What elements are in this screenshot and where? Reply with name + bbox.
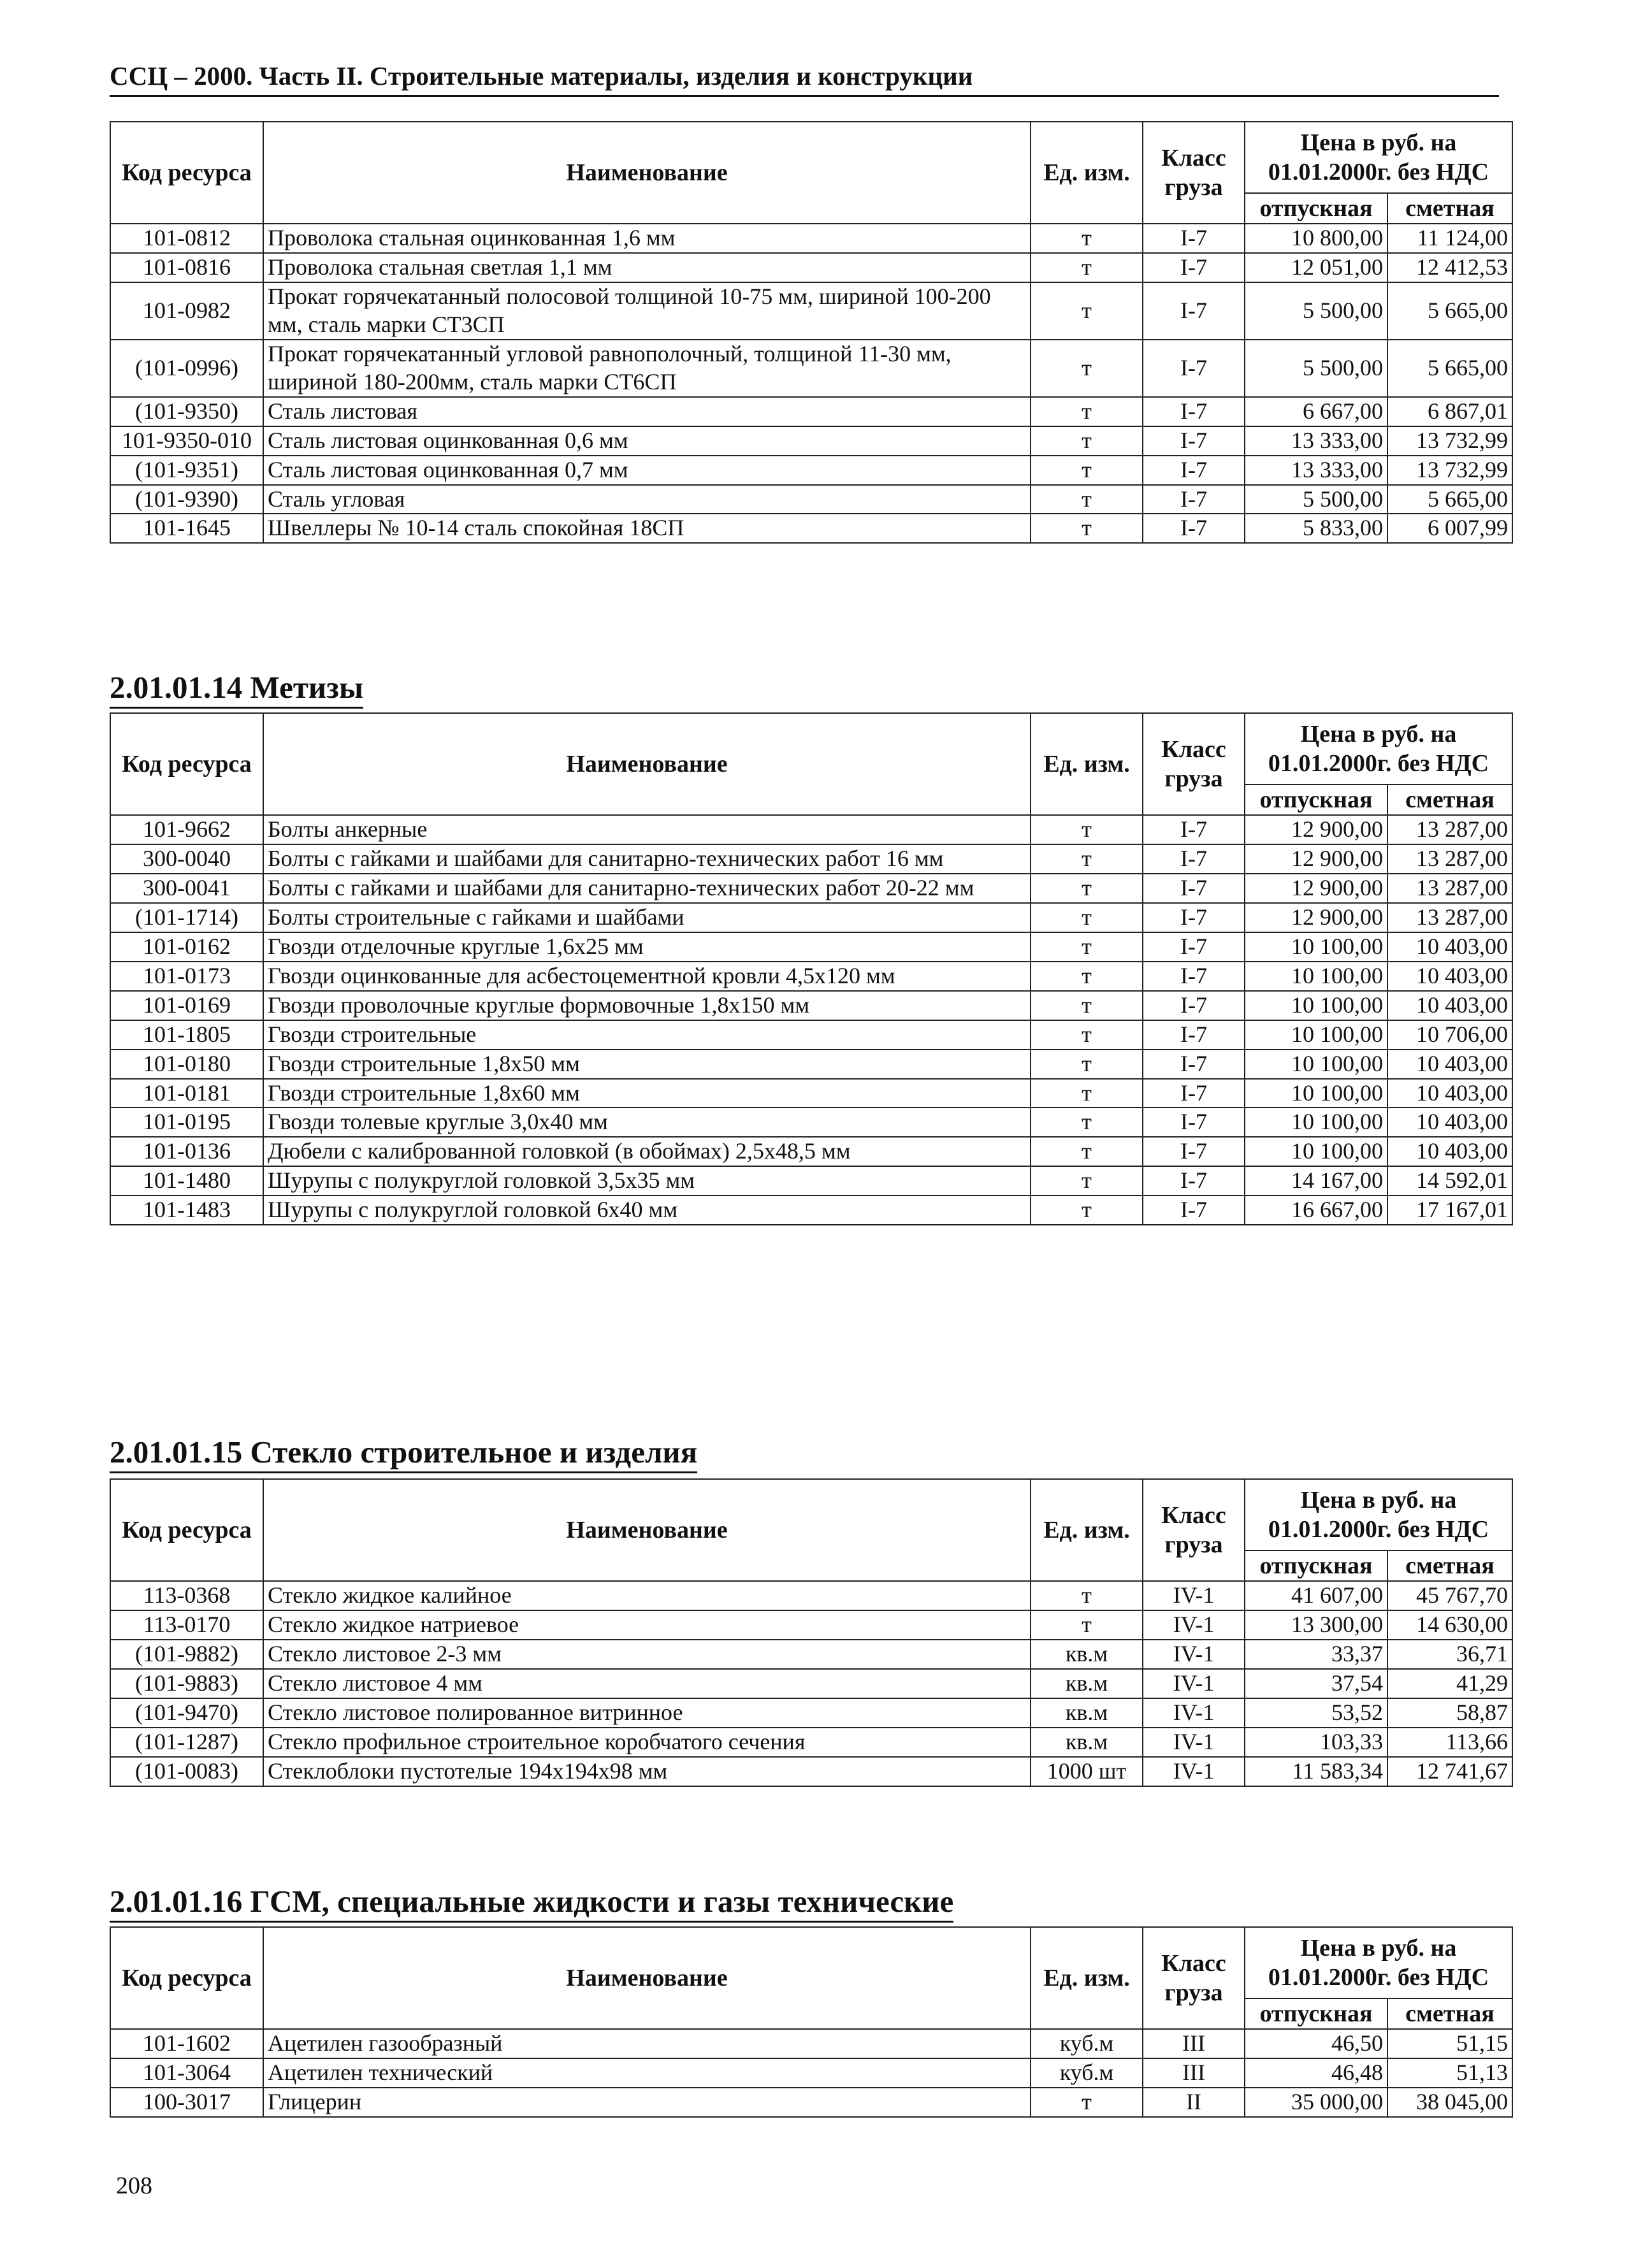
table-body: [110, 2029, 1512, 2117]
release-price: 13 300,00: [1245, 1610, 1387, 1640]
resource-name: Сталь листовая оцинкованная 0,7 мм: [263, 456, 1031, 485]
estimate-price: 5 665,00: [1387, 282, 1512, 340]
cargo-class: I-7: [1143, 1195, 1245, 1225]
estimate-price: 17 167,01: [1387, 1195, 1512, 1225]
resource-code: 101-0181: [110, 1079, 263, 1108]
cargo-class: I-7: [1143, 991, 1245, 1020]
estimate-price: 13 287,00: [1387, 815, 1512, 844]
section-title: 2.01.01.15 Стекло строительное и изделия: [110, 1434, 697, 1473]
resource-code: 101-0180: [110, 1050, 263, 1079]
release-price: 10 100,00: [1245, 1050, 1387, 1079]
col-name-header: Наименование: [263, 713, 1031, 815]
resource-name: Стеклоблоки пустотелые 194х194х98 мм: [263, 1757, 1031, 1786]
resource-name: Болты с гайками и шайбами для санитарно-технических работ 20-22 мм: [263, 874, 1031, 903]
estimate-price: 51,15: [1387, 2029, 1512, 2058]
section-title: 2.01.01.16 ГСМ, специальные жидкости и газы технические: [110, 1883, 953, 1923]
estimate-price: 6 867,01: [1387, 397, 1512, 426]
resource-code: 101-0173: [110, 962, 263, 991]
resource-name: Гвозди толевые круглые 3,0х40 мм: [263, 1108, 1031, 1137]
col-price-header: Цена в руб. на 01.01.2000г. без НДС: [1245, 1479, 1512, 1550]
unit-value: т: [1031, 224, 1143, 253]
release-price: 14 167,00: [1245, 1166, 1387, 1195]
table-row: [110, 485, 1512, 514]
col-unit-header: Ед. изм.: [1031, 1927, 1143, 2029]
resource-name: Гвозди оцинкованные для асбестоцементной кровли 4,5х120 мм: [263, 962, 1031, 991]
release-price: 12 900,00: [1245, 815, 1387, 844]
resource-name: Швеллеры № 10-14 сталь спокойная 18СП: [263, 514, 1031, 543]
table-row: [110, 2058, 1512, 2088]
unit-value: кв.м: [1031, 1698, 1143, 1728]
resource-name: Стекло жидкое натриевое: [263, 1610, 1031, 1640]
table-row: [110, 514, 1512, 543]
release-price: 10 100,00: [1245, 991, 1387, 1020]
estimate-price: 10 403,00: [1387, 962, 1512, 991]
unit-value: т: [1031, 903, 1143, 932]
col-estimate-header: сметная: [1387, 784, 1512, 815]
unit-value: 1000 шт: [1031, 1757, 1143, 1786]
resource-name: Проволока стальная оцинкованная 1,6 мм: [263, 224, 1031, 253]
release-price: 12 900,00: [1245, 874, 1387, 903]
cargo-class: I-7: [1143, 932, 1245, 962]
estimate-price: 14 630,00: [1387, 1610, 1512, 1640]
col-release-header: отпускная: [1245, 1550, 1387, 1581]
estimate-price: 13 287,00: [1387, 903, 1512, 932]
cargo-class: I-7: [1143, 962, 1245, 991]
unit-value: т: [1031, 991, 1143, 1020]
unit-value: т: [1031, 874, 1143, 903]
unit-value: т: [1031, 1108, 1143, 1137]
release-price: 103,33: [1245, 1728, 1387, 1757]
resource-name: Стекло листовое 4 мм: [263, 1669, 1031, 1698]
resource-code: (101-1714): [110, 903, 263, 932]
table-row: [110, 2088, 1512, 2117]
unit-value: т: [1031, 426, 1143, 456]
release-price: 12 900,00: [1245, 903, 1387, 932]
resource-code: (101-9390): [110, 485, 263, 514]
resource-name: Болты строительные с гайками и шайбами: [263, 903, 1031, 932]
unit-value: т: [1031, 815, 1143, 844]
release-price: 10 100,00: [1245, 1020, 1387, 1050]
table-row: [110, 1137, 1512, 1166]
resource-name: Сталь листовая: [263, 397, 1031, 426]
table-row: [110, 340, 1512, 397]
table-row: [110, 1020, 1512, 1050]
resource-name: Прокат горячекатанный угловой равнополочный, толщиной 11-30 мм, шириной 180-200мм, сталь марки СТ6СП: [263, 340, 1031, 397]
resource-name: Гвозди проволочные круглые формовочные 1,8х150 мм: [263, 991, 1031, 1020]
resource-name: Дюбели с калиброванной головкой (в обоймах) 2,5х48,5 мм: [263, 1137, 1031, 1166]
estimate-price: 5 665,00: [1387, 485, 1512, 514]
estimate-price: 12 741,67: [1387, 1757, 1512, 1786]
table-row: [110, 932, 1512, 962]
cargo-class: IV-1: [1143, 1581, 1245, 1610]
release-price: 46,50: [1245, 2029, 1387, 2058]
resource-name: Ацетилен технический: [263, 2058, 1031, 2088]
release-price: 33,37: [1245, 1640, 1387, 1669]
table-row: [110, 456, 1512, 485]
col-estimate-header: сметная: [1387, 193, 1512, 224]
unit-value: куб.м: [1031, 2058, 1143, 2088]
cargo-class: IV-1: [1143, 1728, 1245, 1757]
cargo-class: I-7: [1143, 340, 1245, 397]
resource-code: 101-0169: [110, 991, 263, 1020]
cargo-class: IV-1: [1143, 1640, 1245, 1669]
col-code-header: Код ресурса: [110, 1479, 263, 1581]
unit-value: т: [1031, 1079, 1143, 1108]
resource-table: [110, 121, 1513, 544]
estimate-price: 38 045,00: [1387, 2088, 1512, 2117]
release-price: 5 500,00: [1245, 485, 1387, 514]
cargo-class: I-7: [1143, 1020, 1245, 1050]
estimate-price: 13 287,00: [1387, 874, 1512, 903]
resource-code: (101-9470): [110, 1698, 263, 1728]
release-price: 46,48: [1245, 2058, 1387, 2088]
unit-value: кв.м: [1031, 1640, 1143, 1669]
cargo-class: I-7: [1143, 1050, 1245, 1079]
table-row: [110, 1728, 1512, 1757]
table-row: [110, 1166, 1512, 1195]
table-body: [110, 224, 1512, 543]
resource-code: 100-3017: [110, 2088, 263, 2117]
table-row: [110, 1050, 1512, 1079]
unit-value: т: [1031, 1050, 1143, 1079]
table-row: [110, 1079, 1512, 1108]
estimate-price: 10 403,00: [1387, 1137, 1512, 1166]
table-row: [110, 1195, 1512, 1225]
unit-value: т: [1031, 456, 1143, 485]
col-code-header: Код ресурса: [110, 122, 263, 224]
resource-code: 101-9350-010: [110, 426, 263, 456]
release-price: 6 667,00: [1245, 397, 1387, 426]
resource-code: 101-0982: [110, 282, 263, 340]
resource-name: Стекло профильное строительное коробчатого сечения: [263, 1728, 1031, 1757]
cargo-class: III: [1143, 2058, 1245, 2088]
resource-table: [110, 1478, 1513, 1787]
cargo-class: I-7: [1143, 514, 1245, 543]
resource-code: 101-3064: [110, 2058, 263, 2088]
estimate-price: 41,29: [1387, 1669, 1512, 1698]
cargo-class: I-7: [1143, 1137, 1245, 1166]
estimate-price: 12 412,53: [1387, 253, 1512, 282]
resource-code: 300-0041: [110, 874, 263, 903]
resource-name: Глицерин: [263, 2088, 1031, 2117]
estimate-price: 13 732,99: [1387, 456, 1512, 485]
release-price: 53,52: [1245, 1698, 1387, 1728]
col-code-header: Код ресурса: [110, 713, 263, 815]
release-price: 5 833,00: [1245, 514, 1387, 543]
estimate-price: 10 706,00: [1387, 1020, 1512, 1050]
col-class-header: Класс груза: [1143, 1927, 1245, 2029]
table-row: [110, 1669, 1512, 1698]
page-header: ССЦ – 2000. Часть II. Строительные материалы, изделия и конструкции: [110, 61, 1499, 97]
resource-code: 101-1645: [110, 514, 263, 543]
unit-value: т: [1031, 1195, 1143, 1225]
release-price: 13 333,00: [1245, 426, 1387, 456]
resource-name: Сталь угловая: [263, 485, 1031, 514]
release-price: 41 607,00: [1245, 1581, 1387, 1610]
unit-value: куб.м: [1031, 2029, 1143, 2058]
table-row: [110, 1640, 1512, 1669]
resource-code: (101-9882): [110, 1640, 263, 1669]
resource-name: Гвозди отделочные круглые 1,6х25 мм: [263, 932, 1031, 962]
resource-code: (101-9350): [110, 397, 263, 426]
unit-value: т: [1031, 1610, 1143, 1640]
col-class-header: Класс груза: [1143, 1479, 1245, 1581]
cargo-class: I-7: [1143, 397, 1245, 426]
resource-name: Проволока стальная светлая 1,1 мм: [263, 253, 1031, 282]
resource-code: (101-9883): [110, 1669, 263, 1698]
estimate-price: 13 287,00: [1387, 844, 1512, 874]
unit-value: кв.м: [1031, 1669, 1143, 1698]
resource-code: 101-1480: [110, 1166, 263, 1195]
col-release-header: отпускная: [1245, 784, 1387, 815]
col-unit-header: Ед. изм.: [1031, 122, 1143, 224]
table-row: [110, 1108, 1512, 1137]
unit-value: т: [1031, 514, 1143, 543]
release-price: 12 900,00: [1245, 844, 1387, 874]
col-estimate-header: сметная: [1387, 1550, 1512, 1581]
cargo-class: IV-1: [1143, 1698, 1245, 1728]
unit-value: кв.м: [1031, 1728, 1143, 1757]
resource-table: [110, 712, 1513, 1225]
resource-code: 101-0162: [110, 932, 263, 962]
release-price: 35 000,00: [1245, 2088, 1387, 2117]
cargo-class: I-7: [1143, 485, 1245, 514]
section-title: 2.01.01.14 Метизы: [110, 669, 363, 709]
col-unit-header: Ед. изм.: [1031, 713, 1143, 815]
col-name-header: Наименование: [263, 122, 1031, 224]
cargo-class: II: [1143, 2088, 1245, 2117]
table-row: [110, 903, 1512, 932]
resource-code: 101-9662: [110, 815, 263, 844]
table-row: [110, 426, 1512, 456]
resource-name: Шурупы с полукруглой головкой 6х40 мм: [263, 1195, 1031, 1225]
table-row: [110, 1698, 1512, 1728]
cargo-class: I-7: [1143, 253, 1245, 282]
table-row: [110, 282, 1512, 340]
table-row: [110, 844, 1512, 874]
cargo-class: IV-1: [1143, 1669, 1245, 1698]
resource-code: 101-0136: [110, 1137, 263, 1166]
table-row: [110, 962, 1512, 991]
estimate-price: 45 767,70: [1387, 1581, 1512, 1610]
resource-code: (101-0083): [110, 1757, 263, 1786]
resource-code: 101-1602: [110, 2029, 263, 2058]
resource-name: Ацетилен газообразный: [263, 2029, 1031, 2058]
estimate-price: 10 403,00: [1387, 1079, 1512, 1108]
estimate-price: 13 732,99: [1387, 426, 1512, 456]
resource-code: 101-1483: [110, 1195, 263, 1225]
estimate-price: 113,66: [1387, 1728, 1512, 1757]
col-release-header: отпускная: [1245, 193, 1387, 224]
unit-value: т: [1031, 844, 1143, 874]
estimate-price: 11 124,00: [1387, 224, 1512, 253]
release-price: 10 100,00: [1245, 1108, 1387, 1137]
resource-code: 101-0195: [110, 1108, 263, 1137]
col-class-header: Класс груза: [1143, 713, 1245, 815]
cargo-class: I-7: [1143, 903, 1245, 932]
col-class-header: Класс груза: [1143, 122, 1245, 224]
cargo-class: IV-1: [1143, 1757, 1245, 1786]
estimate-price: 58,87: [1387, 1698, 1512, 1728]
resource-name: Гвозди строительные: [263, 1020, 1031, 1050]
cargo-class: III: [1143, 2029, 1245, 2058]
estimate-price: 10 403,00: [1387, 1050, 1512, 1079]
resource-name: Сталь листовая оцинкованная 0,6 мм: [263, 426, 1031, 456]
col-name-header: Наименование: [263, 1927, 1031, 2029]
release-price: 10 100,00: [1245, 1079, 1387, 1108]
table-row: [110, 397, 1512, 426]
unit-value: т: [1031, 932, 1143, 962]
release-price: 5 500,00: [1245, 282, 1387, 340]
estimate-price: 10 403,00: [1387, 932, 1512, 962]
unit-value: т: [1031, 1137, 1143, 1166]
table-row: [110, 1610, 1512, 1640]
release-price: 16 667,00: [1245, 1195, 1387, 1225]
resource-name: Болты с гайками и шайбами для санитарно-технических работ 16 мм: [263, 844, 1031, 874]
unit-value: т: [1031, 340, 1143, 397]
resource-name: Гвозди строительные 1,8х60 мм: [263, 1079, 1031, 1108]
estimate-price: 51,13: [1387, 2058, 1512, 2088]
resource-name: Стекло жидкое калийное: [263, 1581, 1031, 1610]
resource-name: Шурупы с полукруглой головкой 3,5х35 мм: [263, 1166, 1031, 1195]
release-price: 10 100,00: [1245, 962, 1387, 991]
resource-code: 113-0170: [110, 1610, 263, 1640]
resource-name: Болты анкерные: [263, 815, 1031, 844]
unit-value: т: [1031, 282, 1143, 340]
col-name-header: Наименование: [263, 1479, 1031, 1581]
unit-value: т: [1031, 1581, 1143, 1610]
release-price: 10 100,00: [1245, 932, 1387, 962]
resource-name: Стекло листовое полированное витринное: [263, 1698, 1031, 1728]
col-code-header: Код ресурса: [110, 1927, 263, 2029]
col-price-header: Цена в руб. на 01.01.2000г. без НДС: [1245, 1927, 1512, 1998]
table-row: [110, 874, 1512, 903]
table-row: [110, 253, 1512, 282]
unit-value: т: [1031, 962, 1143, 991]
cargo-class: I-7: [1143, 1079, 1245, 1108]
estimate-price: 6 007,99: [1387, 514, 1512, 543]
release-price: 37,54: [1245, 1669, 1387, 1698]
resource-code: 101-0812: [110, 224, 263, 253]
cargo-class: I-7: [1143, 874, 1245, 903]
resource-code: 101-0816: [110, 253, 263, 282]
cargo-class: I-7: [1143, 426, 1245, 456]
resource-name: Гвозди строительные 1,8х50 мм: [263, 1050, 1031, 1079]
cargo-class: I-7: [1143, 1166, 1245, 1195]
table-row: [110, 815, 1512, 844]
col-estimate-header: сметная: [1387, 1998, 1512, 2029]
cargo-class: I-7: [1143, 224, 1245, 253]
table-row: [110, 224, 1512, 253]
unit-value: т: [1031, 2088, 1143, 2117]
resource-code: 300-0040: [110, 844, 263, 874]
unit-value: т: [1031, 253, 1143, 282]
col-price-header: Цена в руб. на 01.01.2000г. без НДС: [1245, 122, 1512, 193]
col-release-header: отпускная: [1245, 1998, 1387, 2029]
estimate-price: 10 403,00: [1387, 1108, 1512, 1137]
cargo-class: I-7: [1143, 1108, 1245, 1137]
estimate-price: 14 592,01: [1387, 1166, 1512, 1195]
resource-code: (101-0996): [110, 340, 263, 397]
resource-code: 113-0368: [110, 1581, 263, 1610]
release-price: 11 583,34: [1245, 1757, 1387, 1786]
cargo-class: I-7: [1143, 815, 1245, 844]
cargo-class: IV-1: [1143, 1610, 1245, 1640]
table-row: [110, 1581, 1512, 1610]
table-row: [110, 1757, 1512, 1786]
release-price: 12 051,00: [1245, 253, 1387, 282]
resource-table: [110, 1926, 1513, 2118]
unit-value: т: [1031, 1166, 1143, 1195]
col-price-header: Цена в руб. на 01.01.2000г. без НДС: [1245, 713, 1512, 784]
resource-name: Прокат горячекатанный полосовой толщиной 10-75 мм, шириной 100-200 мм, сталь марки СТ3СП: [263, 282, 1031, 340]
estimate-price: 5 665,00: [1387, 340, 1512, 397]
resource-code: 101-1805: [110, 1020, 263, 1050]
release-price: 5 500,00: [1245, 340, 1387, 397]
unit-value: т: [1031, 485, 1143, 514]
resource-code: (101-1287): [110, 1728, 263, 1757]
unit-value: т: [1031, 397, 1143, 426]
table-row: [110, 2029, 1512, 2058]
table-row: [110, 991, 1512, 1020]
cargo-class: I-7: [1143, 844, 1245, 874]
cargo-class: I-7: [1143, 282, 1245, 340]
resource-name: Стекло листовое 2-3 мм: [263, 1640, 1031, 1669]
estimate-price: 10 403,00: [1387, 991, 1512, 1020]
resource-code: (101-9351): [110, 456, 263, 485]
estimate-price: 36,71: [1387, 1640, 1512, 1669]
col-unit-header: Ед. изм.: [1031, 1479, 1143, 1581]
release-price: 13 333,00: [1245, 456, 1387, 485]
table-body: [110, 1581, 1512, 1786]
release-price: 10 100,00: [1245, 1137, 1387, 1166]
unit-value: т: [1031, 1020, 1143, 1050]
cargo-class: I-7: [1143, 456, 1245, 485]
table-body: [110, 815, 1512, 1225]
release-price: 10 800,00: [1245, 224, 1387, 253]
page-number: 208: [116, 2172, 152, 2199]
